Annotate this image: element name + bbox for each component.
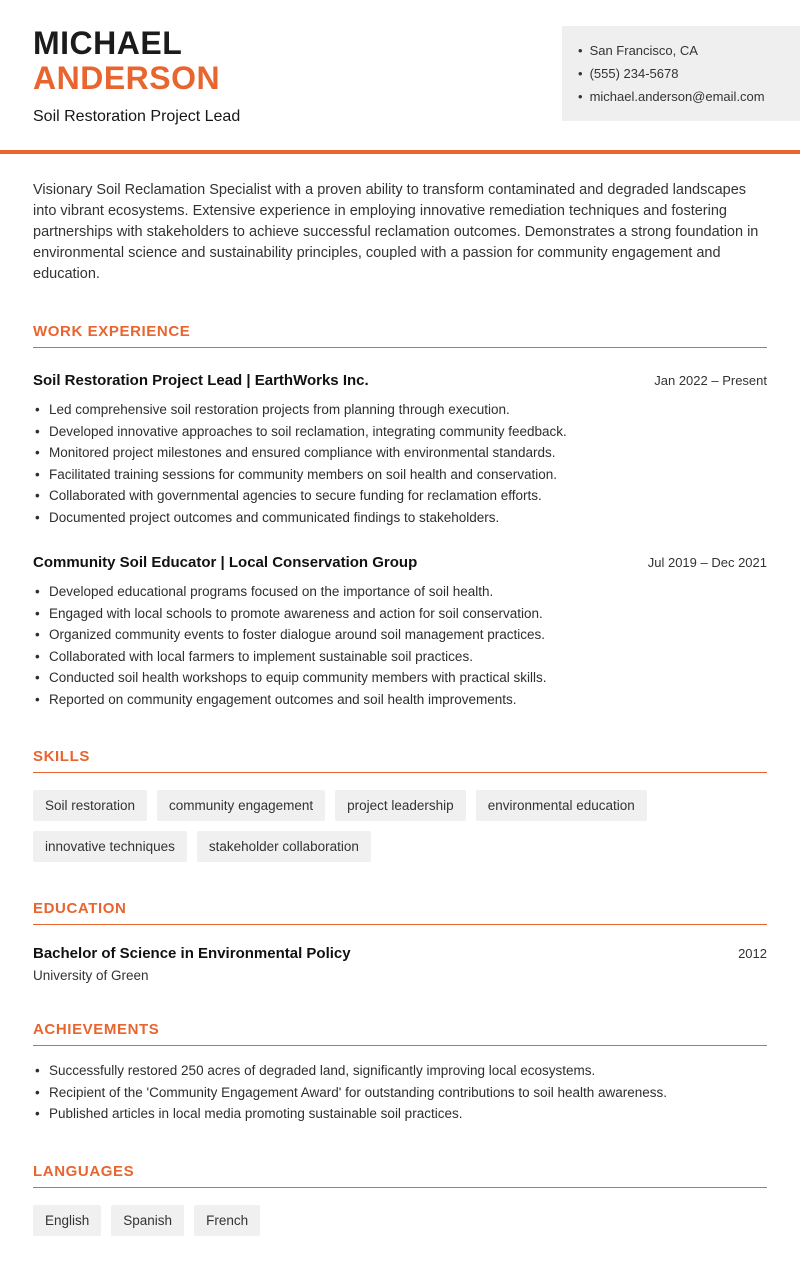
contact-location-text: San Francisco, CA bbox=[589, 43, 698, 58]
contact-email-text: michael.anderson@email.com bbox=[589, 89, 765, 104]
skill-pill: Soil restoration bbox=[33, 790, 147, 821]
job-bullet: • Collaborated with governmental agencies to secure funding for reclamation efforts. bbox=[33, 485, 767, 507]
language-pill: English bbox=[33, 1205, 101, 1236]
achievements-bullet-list bbox=[33, 1060, 767, 1125]
summary-paragraph: Visionary Soil Reclamation Specialist with a proven ability to transform contaminated and degraded landscapes into vibrant ecosystems. Extensive experience in employing innovative remediation techniques and fostering partnerships with stakeholders to achieve successful reclamation outcomes. Demonstrates a strong foundation in environmental science and sustainability principles, coupled with a passion for community engagement and education. bbox=[33, 182, 759, 283]
job-dates: Jan 2022 – Present bbox=[654, 373, 767, 389]
candidate-name bbox=[33, 26, 240, 95]
contact-phone bbox=[578, 62, 784, 85]
accent-divider bbox=[0, 150, 800, 154]
resume-content bbox=[0, 180, 800, 1276]
job-bullet: • Documented project outcomes and communicated findings to stakeholders. bbox=[33, 507, 767, 529]
job-title-company: Soil Restoration Project Lead | EarthWorks Inc. bbox=[33, 372, 369, 390]
contact-location bbox=[578, 39, 784, 62]
skill-pill: environmental education bbox=[476, 790, 647, 821]
achievements-heading: ACHIEVEMENTS bbox=[33, 1021, 767, 1046]
education-heading: EDUCATION bbox=[33, 900, 767, 925]
header-identity bbox=[33, 26, 240, 126]
job-bullet: • Developed educational programs focused on the importance of soil health. bbox=[33, 581, 767, 603]
section-work-experience bbox=[33, 323, 767, 710]
contact-phone-text: (555) 234-5678 bbox=[589, 66, 679, 81]
job-bullet-list bbox=[33, 581, 767, 710]
job-bullet: • Conducted soil health workshops to equip community members with practical skills. bbox=[33, 667, 767, 689]
header bbox=[0, 0, 800, 126]
job-header bbox=[33, 372, 767, 389]
header-job-title: Soil Restoration Project Lead bbox=[33, 108, 241, 126]
language-pill: French bbox=[194, 1205, 260, 1236]
job-bullet: • Organized community events to foster dialogue around soil management practices. bbox=[33, 624, 767, 646]
job-header bbox=[33, 554, 767, 571]
skills-heading: SKILLS bbox=[33, 748, 767, 773]
job-bullet: • Collaborated with local farmers to implement sustainable soil practices. bbox=[33, 646, 767, 668]
languages-heading: LANGUAGES bbox=[33, 1163, 767, 1188]
achievement-bullet: • Successfully restored 250 acres of degraded land, significantly improving local ecosystems. bbox=[33, 1060, 767, 1082]
job-title-company: Community Soil Educator | Local Conservation Group bbox=[33, 554, 418, 572]
contact-box bbox=[562, 26, 800, 121]
languages-pill-list bbox=[33, 1205, 767, 1236]
job-entry bbox=[33, 554, 767, 710]
section-achievements bbox=[33, 1021, 767, 1125]
skills-pill-list bbox=[33, 790, 767, 862]
achievement-bullet: • Recipient of the 'Community Engagement Award' for outstanding contributions to soil health awareness. bbox=[33, 1082, 767, 1104]
school-name: University of Green bbox=[33, 968, 149, 984]
skill-pill: stakeholder collaboration bbox=[197, 831, 371, 862]
first-name: MICHAEL bbox=[33, 25, 183, 61]
job-entry bbox=[33, 372, 767, 528]
education-entry bbox=[33, 945, 767, 983]
last-name: ANDERSON bbox=[33, 59, 221, 96]
section-skills bbox=[33, 748, 767, 862]
section-education bbox=[33, 900, 767, 983]
job-bullet: • Reported on community engagement outcomes and soil health improvements. bbox=[33, 689, 767, 711]
bullet-icon: • bbox=[578, 66, 583, 81]
education-header bbox=[33, 945, 767, 962]
job-bullet: • Facilitated training sessions for community members on soil health and conservation. bbox=[33, 464, 767, 486]
job-bullet: • Developed innovative approaches to soil reclamation, integrating community feedback. bbox=[33, 421, 767, 443]
job-dates: Jul 2019 – Dec 2021 bbox=[647, 555, 767, 571]
skill-pill: innovative techniques bbox=[33, 831, 187, 862]
bullet-icon: • bbox=[578, 89, 583, 104]
job-bullet: • Monitored project milestones and ensured compliance with environmental standards. bbox=[33, 442, 767, 464]
section-languages bbox=[33, 1163, 767, 1236]
language-pill: Spanish bbox=[111, 1205, 184, 1236]
bullet-icon: • bbox=[578, 43, 583, 58]
degree-title: Bachelor of Science in Environmental Policy bbox=[33, 945, 351, 963]
job-bullet: • Engaged with local schools to promote awareness and action for soil conservation. bbox=[33, 603, 767, 625]
skill-pill: project leadership bbox=[335, 790, 466, 821]
graduation-year: 2012 bbox=[738, 946, 767, 962]
contact-email bbox=[578, 85, 784, 108]
job-bullet-list bbox=[33, 399, 767, 528]
job-bullet: • Led comprehensive soil restoration projects from planning through execution. bbox=[33, 399, 767, 421]
skill-pill: community engagement bbox=[157, 790, 325, 821]
work-experience-heading: WORK EXPERIENCE bbox=[33, 323, 767, 348]
achievement-bullet: • Published articles in local media promoting sustainable soil practices. bbox=[33, 1103, 767, 1125]
